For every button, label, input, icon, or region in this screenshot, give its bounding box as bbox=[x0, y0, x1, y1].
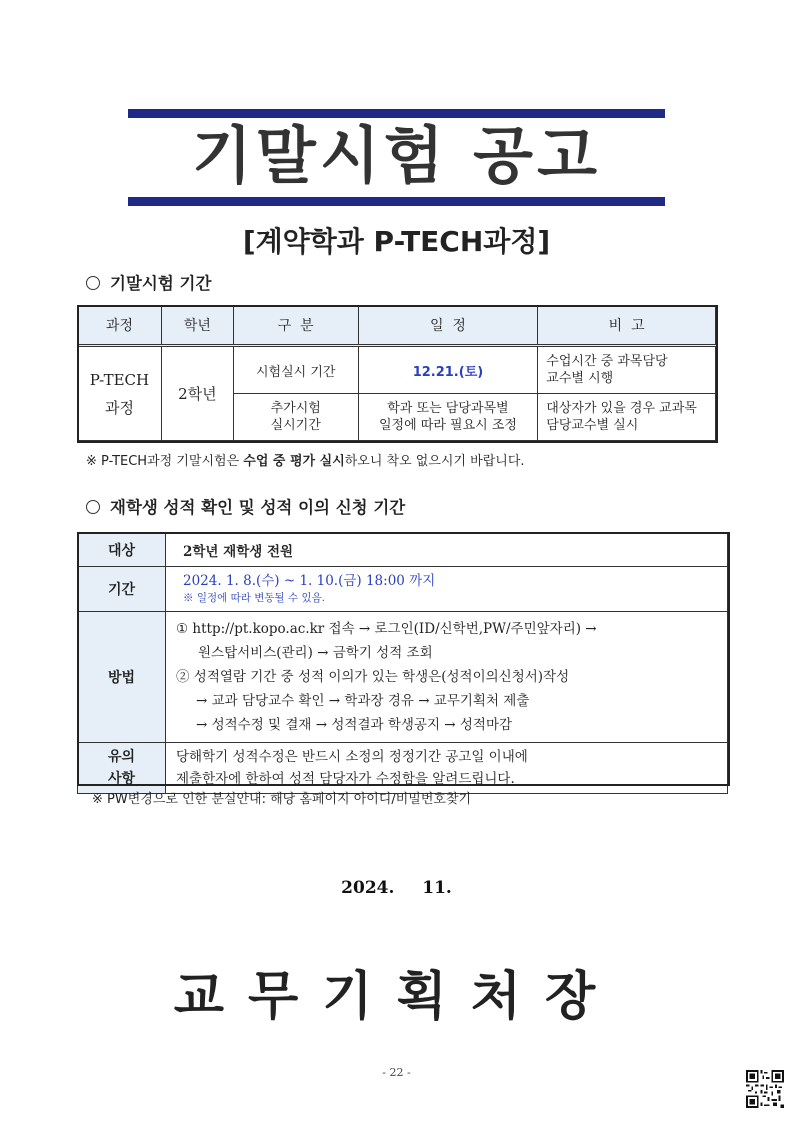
section2-heading bbox=[86, 496, 405, 520]
title-top-bar bbox=[128, 109, 665, 118]
exam-period-table bbox=[77, 305, 716, 441]
method-label: 방법 bbox=[78, 612, 166, 743]
period-cell bbox=[166, 567, 728, 612]
period-note: ※ 일정에 따라 변동될 수 있음. bbox=[183, 592, 326, 604]
category-cell: 시험실시 기간 bbox=[233, 346, 358, 394]
period-value: 2024. 1. 8.(수) ~ 1. 10.(금) 18:00 까지 bbox=[183, 573, 436, 589]
method-line: → 교과 담당교수 확인 → 학과장 경유 → 교무기획처 제출 bbox=[196, 693, 530, 709]
header-course: 과정 bbox=[78, 306, 162, 346]
course-line1: P-TECH bbox=[89, 370, 150, 389]
method-line: ① http://pt.kopo.ac.kr 접속 → 로그인(ID/신학번,PW/주민앞자리) → bbox=[176, 621, 597, 637]
notice-date: 2024. 11. bbox=[341, 878, 452, 898]
remark-line: 대상자가 있을 경우 교과목 bbox=[546, 401, 697, 416]
remark-label bbox=[78, 743, 166, 794]
section2-heading-text: 재학생 성적 확인 및 성적 이의 신청 기간 bbox=[110, 498, 406, 517]
target-label: 대상 bbox=[78, 533, 166, 567]
remark-cell bbox=[166, 743, 728, 794]
course-cell bbox=[78, 346, 162, 441]
organization-name: 교무기획처장 bbox=[173, 967, 620, 1027]
remark-line: 당해학기 성적수정은 반드시 소정의 정정기간 공고일 이내에 bbox=[176, 749, 528, 765]
table-row bbox=[78, 346, 716, 394]
target-value: 2학년 재학생 전원 bbox=[166, 533, 728, 567]
remark-label-line: 유의 bbox=[107, 749, 136, 765]
remark-line: 수업시간 중 과목담당 bbox=[546, 354, 668, 369]
schedule-cell bbox=[358, 394, 538, 441]
remark-cell bbox=[538, 346, 716, 394]
header-grade: 학년 bbox=[161, 306, 233, 346]
password-note: ※ PW변경으로 인한 분실안내: 해당 홈페이지 아이디/비밀번호찾기 bbox=[92, 792, 472, 807]
table-row bbox=[78, 612, 728, 743]
method-cell bbox=[166, 612, 728, 743]
category-line: 추가시험 bbox=[270, 401, 321, 416]
remark-line: 담당교수별 실시 bbox=[546, 418, 639, 433]
remark-label-line: 사항 bbox=[107, 771, 136, 787]
header-category: 구 분 bbox=[233, 306, 358, 346]
table-row bbox=[78, 533, 728, 567]
method-line: ② 성적열람 기간 중 성적 이의가 있는 학생은(성적이의신청서)작성 bbox=[176, 669, 570, 685]
schedule-line: 학과 또는 담당과목별 bbox=[387, 401, 509, 416]
exam-note-prefix: ※ P-TECH과정 기말시험은 bbox=[86, 454, 244, 469]
category-cell bbox=[233, 394, 358, 441]
schedule-line: 일정에 따라 필요시 조정 bbox=[378, 418, 517, 433]
exam-note-suffix: 하오니 착오 없으시기 바랍니다. bbox=[344, 454, 525, 469]
method-line: → 성적수정 및 결재 → 성적결과 학생공지 → 성적마감 bbox=[196, 717, 513, 733]
sub-title: [계약학과 P-TECH과정] bbox=[242, 225, 551, 258]
page-number: - 22 - bbox=[382, 1066, 411, 1079]
circle-bullet-icon bbox=[86, 276, 100, 290]
remark-line: 제출한자에 한하여 성적 담당자가 수정함을 알려드립니다. bbox=[176, 771, 515, 787]
table-row bbox=[78, 743, 728, 794]
main-title: 기말시험 공고 bbox=[192, 119, 601, 192]
remark-line: 교수별 시행 bbox=[546, 371, 614, 386]
section1-heading bbox=[86, 272, 211, 296]
method-line: 원스탑서비스(관리) → 금학기 성적 조회 bbox=[198, 645, 433, 661]
course-line2: 과정 bbox=[104, 398, 134, 417]
qr-code-icon bbox=[746, 1070, 784, 1108]
title-bottom-bar bbox=[128, 197, 665, 206]
exam-note bbox=[86, 452, 525, 472]
circle-bullet-icon bbox=[86, 500, 100, 514]
period-label: 기간 bbox=[78, 567, 166, 612]
remark-cell bbox=[538, 394, 716, 441]
exam-note-bold: 수업 중 평가 실시 bbox=[243, 454, 345, 469]
schedule-cell: 12.21.(토) bbox=[358, 346, 538, 394]
table-row bbox=[78, 567, 728, 612]
header-remark: 비 고 bbox=[538, 306, 716, 346]
grade-appeal-table bbox=[77, 532, 728, 794]
category-line: 실시기간 bbox=[270, 418, 321, 433]
header-schedule: 일 정 bbox=[358, 306, 538, 346]
grade-cell: 2학년 bbox=[161, 346, 233, 441]
section1-heading-text: 기말시험 기간 bbox=[110, 274, 212, 293]
